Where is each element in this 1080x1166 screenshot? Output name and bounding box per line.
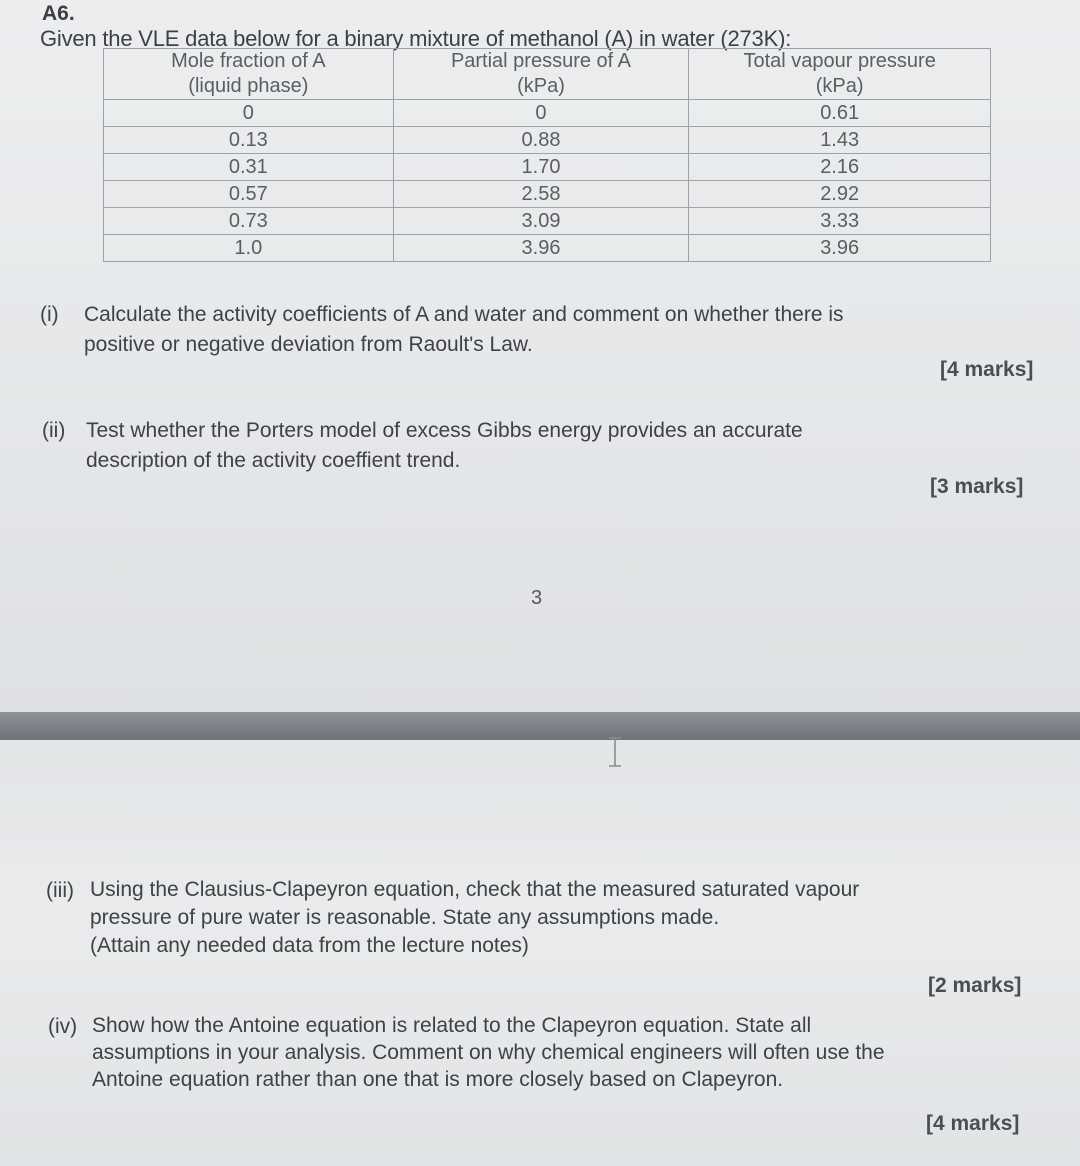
question-intro: Given the VLE data below for a binary mixture of methanol (A) in water (273K): xyxy=(40,26,792,51)
part-label: (i) xyxy=(40,303,59,326)
table-cell: 1.70 xyxy=(393,154,689,181)
table-cell: 3.96 xyxy=(393,235,689,262)
table-cell: 3.09 xyxy=(393,208,689,235)
header-partial-pressure xyxy=(393,49,689,100)
vle-data-table xyxy=(103,48,991,262)
marks-label: [2 marks] xyxy=(928,974,1022,997)
table-cell: 0.88 xyxy=(393,127,689,154)
header-line: (kPa) xyxy=(815,75,864,97)
table-cell: 1.43 xyxy=(689,127,991,154)
table-cell: 3.96 xyxy=(689,235,991,262)
table-row xyxy=(104,154,991,181)
part-label: (iii) xyxy=(46,879,74,902)
header-line: Mole fraction of A xyxy=(171,50,326,72)
part-text xyxy=(86,416,1006,476)
table-cell: 1.0 xyxy=(104,235,394,262)
text-cursor-icon xyxy=(606,737,624,767)
question-number: A6. xyxy=(42,2,75,25)
table-row xyxy=(104,181,991,208)
table-cell: 0.13 xyxy=(104,127,394,154)
header-line: (liquid phase) xyxy=(188,75,309,97)
part-text xyxy=(92,1012,1012,1093)
table-cell: 2.58 xyxy=(393,181,689,208)
part-label: (ii) xyxy=(42,419,66,442)
part-text-line: pressure of pure water is reasonable. State any assumptions made. xyxy=(90,906,720,929)
part-text-line: Using the Clausius-Clapeyron equation, check that the measured saturated vapour xyxy=(90,878,860,901)
marks-label: [4 marks] xyxy=(926,1112,1020,1135)
table-cell: 2.16 xyxy=(689,154,991,181)
table-cell: 0 xyxy=(393,100,689,127)
table-cell: 0.61 xyxy=(689,100,991,127)
table-row xyxy=(104,127,991,154)
table-cell: 0 xyxy=(104,100,394,127)
part-text xyxy=(84,300,1004,360)
part-text-line: positive or negative deviation from Raoult's Law. xyxy=(84,333,533,356)
table-cell: 0.57 xyxy=(104,181,394,208)
table-cell: 0.31 xyxy=(104,154,394,181)
page-number: 3 xyxy=(531,587,543,609)
table-row xyxy=(104,100,991,127)
table-header-row xyxy=(104,49,991,100)
part-text-line: Test whether the Porters model of excess Gibbs energy provides an accurate xyxy=(86,419,803,442)
table-cell: 3.33 xyxy=(689,208,991,235)
marks-label: [3 marks] xyxy=(930,475,1024,498)
header-mole-fraction xyxy=(104,49,394,100)
header-line: Partial pressure of A xyxy=(450,50,632,72)
header-line: Total vapour pressure xyxy=(743,50,936,72)
part-text-line: (Attain any needed data from the lecture notes) xyxy=(90,934,529,957)
table-row xyxy=(104,235,991,262)
part-text-line: description of the activity coeffient trend. xyxy=(86,449,461,472)
part-text xyxy=(90,876,1010,960)
part-text-line: Calculate the activity coefficients of A and water and comment on whether there is xyxy=(84,303,844,326)
part-text-line: Antoine equation rather than one that is more closely based on Clapeyron. xyxy=(92,1068,784,1091)
header-total-pressure xyxy=(689,49,991,100)
part-text-line: Show how the Antoine equation is related to the Clapeyron equation. State all xyxy=(92,1014,812,1037)
table-row xyxy=(104,208,991,235)
part-text-line: assumptions in your analysis. Comment on why chemical engineers will often use the xyxy=(92,1041,885,1064)
page-divider xyxy=(0,712,1080,740)
table-cell: 0.73 xyxy=(104,208,394,235)
table-cell: 2.92 xyxy=(689,181,991,208)
header-line: (kPa) xyxy=(517,75,565,97)
part-label: (iv) xyxy=(48,1015,78,1038)
marks-label: [4 marks] xyxy=(940,358,1034,381)
